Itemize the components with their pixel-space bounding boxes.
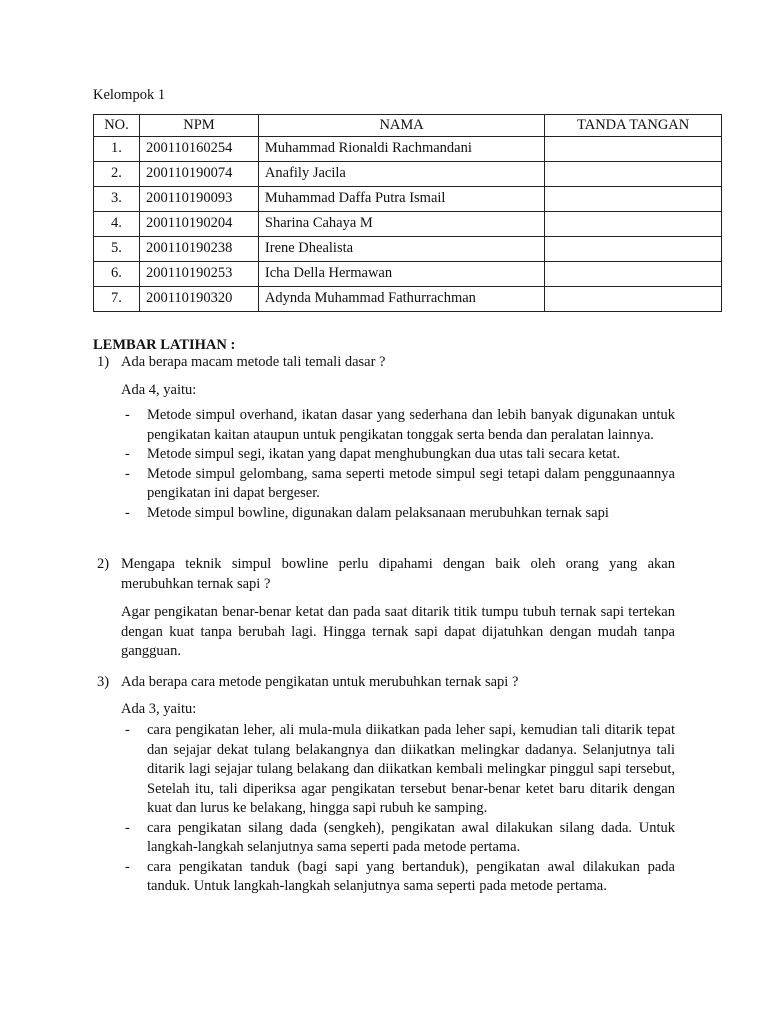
table-row <box>94 137 722 162</box>
cell-no: 6. <box>94 262 140 287</box>
table-row <box>94 187 722 212</box>
cell-nama: Icha Della Hermawan <box>258 262 544 287</box>
question-text: Mengapa teknik simpul bowline perlu dipahami dengan baik oleh orang yang akan merubuhkan ternak sapi ? <box>121 556 675 592</box>
cell-tanda-tangan <box>545 187 722 212</box>
member-table <box>93 114 722 312</box>
list-item-text: Metode simpul segi, ikatan yang dapat menghubungkan dua utas tali secara ketat. <box>147 446 621 462</box>
bullet: - <box>125 819 130 836</box>
cell-no: 1. <box>94 137 140 162</box>
answer-text: Agar pengikatan benar-benar ketat dan pada saat ditarik titik tumpu tubuh ternak sapi tertekan dengan kuat tanpa berubah lagi. Hingga ternak sapi dapat dijatuhkan dengan mudah tanpa gangguan. <box>121 604 675 659</box>
list-item <box>125 465 675 504</box>
cell-no: 2. <box>94 162 140 187</box>
table-row <box>94 212 722 237</box>
header-tanda-tangan: TANDA TANGAN <box>545 115 722 137</box>
question-number: 3) <box>97 674 110 690</box>
cell-tanda-tangan <box>545 137 722 162</box>
table-row <box>94 237 722 262</box>
list-item-text: cara pengikatan tanduk (bagi sapi yang bertanduk), pengikatan awal dilakukan pada tanduk. Untuk langkah-langkah selanjutnya sama seperti pada metode pertama. <box>147 858 675 894</box>
cell-npm: 200110190093 <box>139 187 258 212</box>
list-item <box>125 858 675 897</box>
list-item-text: Metode simpul gelombang, sama seperti metode simpul segi tetapi dalam penggunaannya pengikatan ini dapat bergeser. <box>147 465 675 501</box>
question-number: 1) <box>97 354 110 370</box>
cell-nama: Adynda Muhammad Fathurrachman <box>258 287 544 312</box>
question-number: 2) <box>97 556 110 572</box>
cell-npm: 200110190253 <box>139 262 258 287</box>
cell-npm: 200110190238 <box>139 237 258 262</box>
cell-tanda-tangan <box>545 237 722 262</box>
cell-nama: Anafily Jacila <box>258 162 544 187</box>
question-text: Ada berapa cara metode pengikatan untuk merubuhkan ternak sapi ? <box>121 674 519 690</box>
question-2 <box>97 555 675 594</box>
bullet: - <box>125 465 130 482</box>
cell-no: 5. <box>94 237 140 262</box>
cell-npm: 200110160254 <box>139 137 258 162</box>
bullet: - <box>125 722 130 738</box>
table-row <box>94 287 722 312</box>
answer-list <box>125 721 675 897</box>
table-header-row <box>94 115 722 137</box>
bullet: - <box>125 504 130 521</box>
cell-no: 7. <box>94 287 140 312</box>
header-nama: NAMA <box>258 115 544 137</box>
cell-nama: Sharina Cahaya M <box>258 212 544 237</box>
cell-no: 3. <box>94 187 140 212</box>
cell-npm: 200110190204 <box>139 212 258 237</box>
list-item-text: cara pengikatan silang dada (sengkeh), pengikatan awal dilakukan silang dada. Untuk langkah-langkah selanjutnya sama seperti pada metode pertama. <box>147 819 675 855</box>
answer-intro: Ada 4, yaitu: <box>121 382 197 398</box>
group-title: Kelompok 1 <box>93 87 166 103</box>
list-item-text: Metode simpul bowline, digunakan dalam pelaksanaan merubuhkan ternak sapi <box>147 504 609 521</box>
cell-nama: Irene Dhealista <box>258 237 544 262</box>
cell-tanda-tangan <box>545 287 722 312</box>
list-item <box>125 504 675 524</box>
cell-nama: Muhammad Daffa Putra Ismail <box>258 187 544 212</box>
cell-nama: Muhammad Rionaldi Rachmandani <box>258 137 544 162</box>
question-text: Ada berapa macam metode tali temali dasar ? <box>121 354 386 370</box>
cell-tanda-tangan <box>545 212 722 237</box>
header-no: NO. <box>94 115 140 137</box>
list-item-text: cara pengikatan leher, ali mula-mula diikatkan pada leher sapi, kemudian tali ditarik tepat dan sejajar dekat tulang belakangnya dan diikatkan melingkar dadanya. Selanjutnya tali ditarik lagi sejajar tulang belakang dan diikatkan kembali melingkar pinggul sapi tersebut, Setelah itu, tali diperiksa agar pengikatan tersebut benar-benar ketet baru ditarik dengan kuat dan lurus ke belakang, hingga sapi rubuh ke samping. <box>147 722 675 816</box>
list-item-text: Metode simpul overhand, ikatan dasar yang sederhana dan lebih banyak digunakan untuk pengikatan kaitan ataupun untuk pengikatan tonggak serta benda dan peralatan lainnya. <box>147 407 675 443</box>
bullet: - <box>125 858 130 875</box>
answer-list <box>125 406 675 523</box>
cell-tanda-tangan <box>545 162 722 187</box>
list-item <box>125 721 675 819</box>
question-1 <box>97 353 675 373</box>
section-heading: LEMBAR LATIHAN : <box>93 337 236 353</box>
cell-npm: 200110190074 <box>139 162 258 187</box>
cell-npm: 200110190320 <box>139 287 258 312</box>
cell-tanda-tangan <box>545 262 722 287</box>
table-row <box>94 162 722 187</box>
header-npm: NPM <box>139 115 258 137</box>
table-row <box>94 262 722 287</box>
list-item <box>125 445 675 465</box>
list-item <box>125 819 675 858</box>
bullet: - <box>125 446 130 462</box>
list-item <box>125 406 675 445</box>
cell-no: 4. <box>94 212 140 237</box>
question-3 <box>97 673 675 693</box>
answer-intro: Ada 3, yaitu: <box>121 701 197 717</box>
bullet: - <box>125 407 130 423</box>
